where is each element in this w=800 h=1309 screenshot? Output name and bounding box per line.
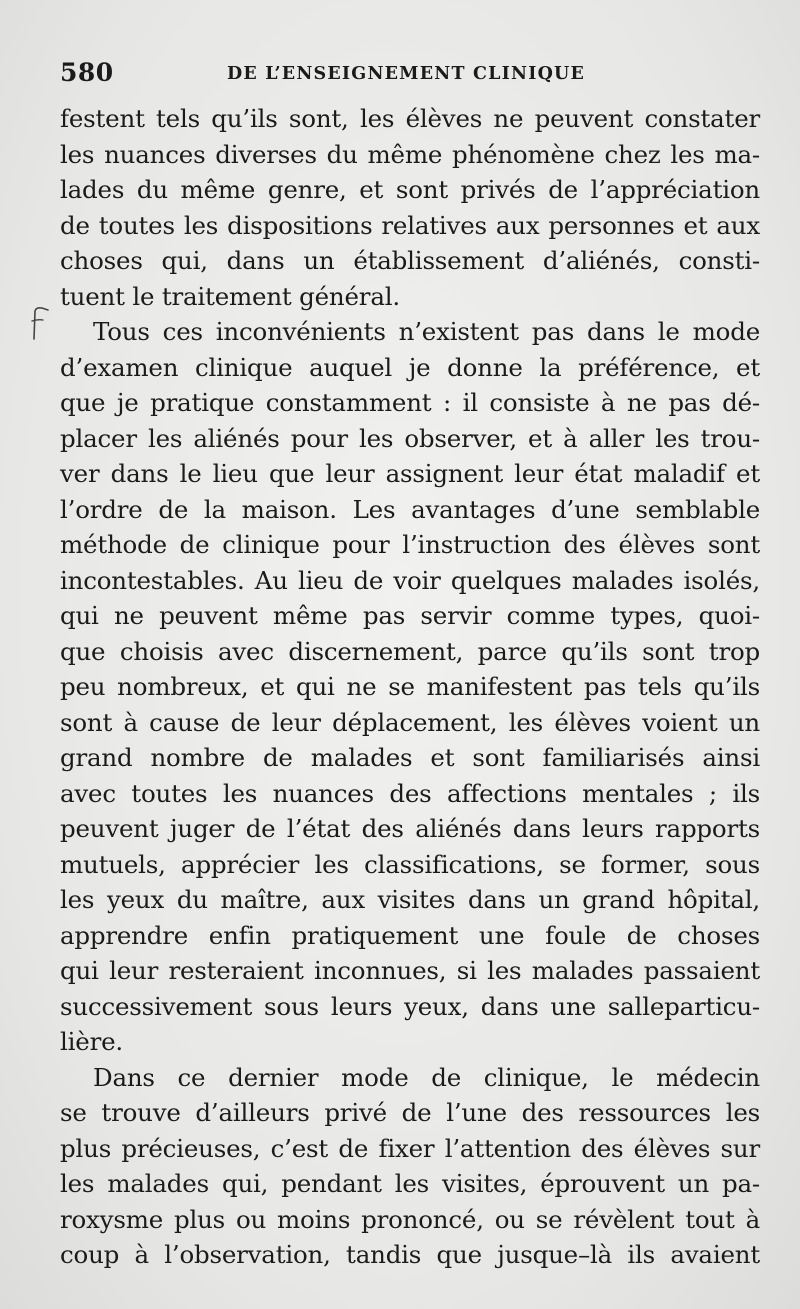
text-line: peu nombreux, et qui ne se manifestent pas tels qu’ils [60,672,760,701]
text-line: tuent le traitement général. [60,281,400,311]
text-line: successivement sous leurs yeux, dans une salleparticu- [60,991,760,1021]
page-header [60,58,760,90]
paragraph-start-line: Dans ce dernier mode de clinique, le médecin [93,1062,760,1092]
text-line: méthode de clinique pour l’instruction des élèves sont [60,530,760,559]
running-head: DE L’ENSEIGNEMENT CLINIQUE [227,64,586,84]
text-line: ver dans le lieu que leur assignent leur état maladif et [60,459,760,488]
handwritten-mark-icon [30,303,54,343]
text-line: d’examen clinique auquel je donne la préférence, et [60,352,760,382]
text-line: les nuances diverses du même phénomène chez les ma- [60,139,760,169]
text-line: grand nombre de malades et sont familiarisés ainsi [60,743,760,772]
text-line: mutuels, apprécier les classifications, se former, sous [60,849,760,879]
text-line: choses qui, dans un établissement d’aliénés, consti- [60,246,760,275]
paragraph-start-line: Tous ces inconvénients n’existent pas dans le mode [93,317,760,346]
text-line: les malades qui, pendant les visites, éprouvent un pa- [60,1169,760,1198]
text-line: roxysme plus ou moins prononcé, ou se révèlent tout à [60,1204,760,1234]
page-number: 580 [60,58,114,87]
body-text [60,101,760,1273]
text-line: que choisis avec discernement, parce qu’ils sont trop [60,636,760,666]
text-line: plus précieuses, c’est de fixer l’attention des élèves sur [60,1133,760,1163]
text-line: incontestables. Au lieu de voir quelques malades isolés, [60,565,760,595]
text-line: lière. [60,1027,123,1056]
text-line: l’ordre de la maison. Les avantages d’une semblable [60,494,760,524]
text-line: lades du même genre, et sont privés de l’appréciation [60,175,760,204]
text-line: placer les aliénés pour les observer, et à aller les trou- [60,423,760,453]
text-line: que je pratique constamment : il consiste à ne pas dé- [60,388,760,417]
text-line: sont à cause de leur déplacement, les élèves voient un [60,707,760,737]
text-line: qui leur resteraient inconnues, si les malades passaient [60,956,760,985]
text-line: festent tels qu’ils sont, les élèves ne peuvent constater [60,104,760,133]
text-line: peuvent juger de l’état des aliénés dans leurs rapports [60,814,760,843]
text-line: apprendre enfin pratiquement une foule de choses [60,920,760,950]
text-line: se trouve d’ailleurs privé de l’une des ressources les [60,1098,760,1127]
text-line: de toutes les dispositions relatives aux personnes et aux [60,210,760,240]
text-line: les yeux du maître, aux visites dans un grand hôpital, [60,885,760,914]
text-line: avec toutes les nuances des affections mentales ; ils [60,778,760,808]
text-line: qui ne peuvent même pas servir comme types, quoi- [60,601,760,630]
text-line: coup à l’observation, tandis que jusque–là ils avaient [60,1240,760,1269]
